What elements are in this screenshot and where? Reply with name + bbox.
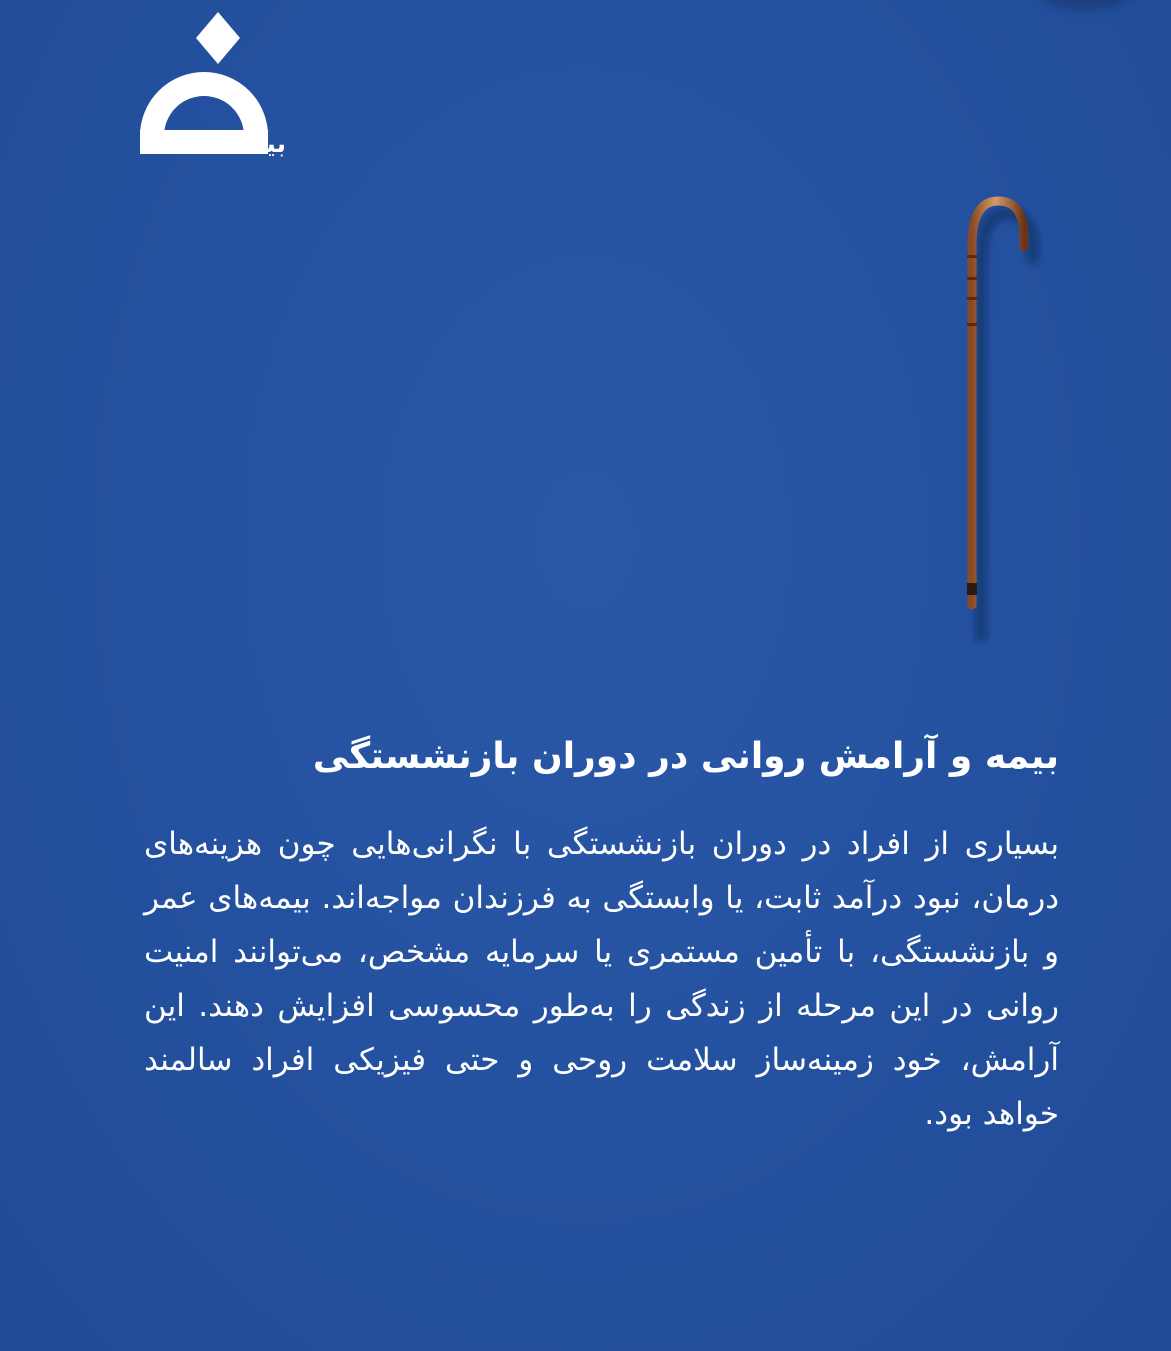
post-body: بسیاری از افراد در دوران بازنشستگی با نگرانی‌هایی چون هزینه‌های درمان، نبود درآمد ثابت، یا وابستگی به فرزندان مواجه‌اند. بیمه‌های عمر و بازنشستگی، با تأمین مستمری یا سرمایه مشخص، می‌توانند امنیت روانی در این مرحله از زندگی را به‌طور محسوسی افزایش دهند. این آرامش، خود زمینه‌ساز سلامت روحی و حتی فیزیکی افراد سالمند خواهد بود. <box>144 826 1059 1132</box>
post-title: بیمه و آرامش روانی در دوران بازنشستگی <box>312 736 1059 777</box>
brand-name: بیمه دانا <box>185 129 286 158</box>
walking-cane-icon <box>930 185 1050 645</box>
